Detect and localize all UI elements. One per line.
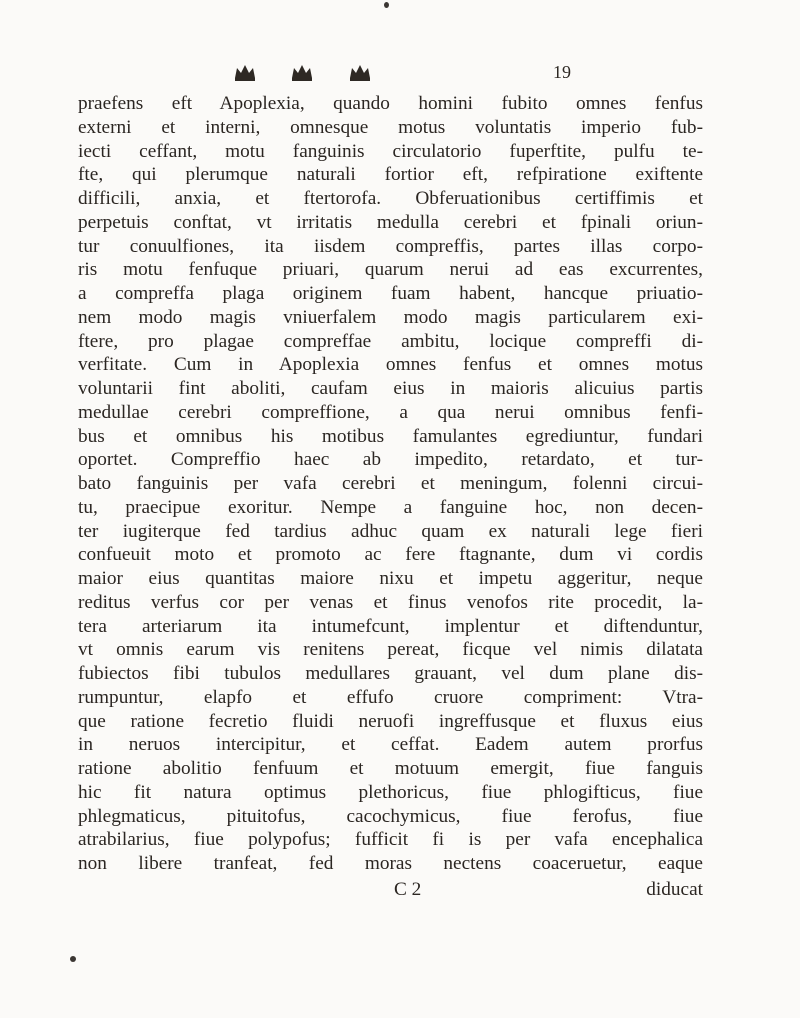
- text-line: que ratione fecretio fluidi neruofi ingreffusque et fluxus eius: [78, 710, 703, 732]
- text-line: atrabilarius, fiue polypofus; fufficit fi is per vafa encephalica: [78, 829, 703, 851]
- text-line: verfitate. Cum in Apoplexia omnes fenfus et omnes motus: [78, 354, 703, 376]
- text-line: praefens eft Apoplexia, quando homini fubito omnes fenfus: [78, 93, 703, 114]
- text-line: hic fit natura optimus plethoricus, fiue phlogifticus, fiue: [78, 781, 703, 803]
- catchword: diducat: [646, 879, 703, 900]
- text-line: voluntarii fint aboliti, caufam eius in maioris alicuius partis: [78, 378, 703, 399]
- text-line: nem modo magis vniuerfalem modo magis particularem exi-: [78, 306, 703, 328]
- text-line: tur conuulfiones, ita iisdem compreffis, partes illas corpo-: [78, 235, 703, 257]
- ornament-crown-icon: [347, 62, 373, 82]
- text-line: rumpuntur, elapfo et effufo cruore compriment: Vtra-: [78, 686, 703, 708]
- text-line: ter iugiterque fed tardius adhuc quam ex naturali lege fieri: [78, 520, 703, 542]
- ornament-crown-icon: [232, 62, 258, 82]
- text-line: tera arteriarum ita intumefcunt, implentur et diftenduntur,: [78, 615, 703, 637]
- text-line: phlegmaticus, pituitofus, cacochymicus, fiue ferofus, fiue: [78, 805, 703, 827]
- page-footer: [78, 879, 703, 903]
- text-line: reditus verfus cor per venas et finus venofos rite procedit, la-: [78, 591, 703, 613]
- text-line: externi et interni, omnesque motus voluntatis imperio fub-: [78, 116, 703, 138]
- text-line: confueuit moto et promoto ac fere ftagnante, dum vi cordis: [78, 544, 703, 566]
- text-line: ratione abolitio fenfuum et motuum emergit, fiue fanguis: [78, 758, 703, 779]
- main-text: [78, 92, 703, 876]
- text-line: iecti ceffant, motu fanguinis circulatorio fuperftite, pulfu te-: [78, 140, 703, 162]
- text-line: perpetuis conftat, vt irritatis medulla cerebri et fpinali oriun-: [78, 211, 703, 233]
- text-line: in neruos intercipitur, et ceffat. Eadem autem prorfus: [78, 734, 703, 756]
- ink-speck: [70, 956, 76, 962]
- text-line: maior eius quantitas maiore nixu et impetu aggeritur, neque: [78, 568, 703, 589]
- text-line: oportet. Compreffio haec ab impedito, retardato, et tur-: [78, 449, 703, 471]
- text-line: bus et omnibus his motibus famulantes egrediuntur, fundari: [78, 425, 703, 447]
- text-line: ftere, pro plagae compreffae ambitu, locique compreffi di-: [78, 330, 703, 352]
- text-line: medullae cerebri compreffione, a qua nerui omnibus fenfi-: [78, 401, 703, 423]
- text-line: vt omnis earum vis renitens pereat, ficque vel nimis dilatata: [78, 639, 703, 661]
- text-line: tu, praecipue exoritur. Nempe a fanguine hoc, non decen-: [78, 496, 703, 518]
- text-line: bato fanguinis per vafa cerebri et meningum, folenni circui-: [78, 473, 703, 494]
- text-line: a compreffa plaga originem fuam habent, hancque priuatio-: [78, 283, 703, 304]
- text-line: fubiectos fibi tubulos medullares grauant, vel dum plane dis-: [78, 663, 703, 684]
- text-line: difficili, anxia, et ftertorofa. Obferuationibus certiffimis et: [78, 188, 703, 209]
- text-line: fte, qui plerumque naturali fortior eft, refpiratione exiftente: [78, 164, 703, 186]
- ink-speck: [384, 2, 389, 8]
- text-line: non libere tranfeat, fed moras nectens coaceruetur, eaque: [78, 853, 703, 874]
- ornament-crown-icon: [289, 62, 315, 82]
- header-ornaments: [0, 62, 800, 92]
- text-line: ris motu fenfuque priuari, quarum nerui ad eas excurrentes,: [78, 259, 703, 281]
- page-number: 19: [553, 62, 571, 82]
- signature-mark: C 2: [394, 879, 422, 900]
